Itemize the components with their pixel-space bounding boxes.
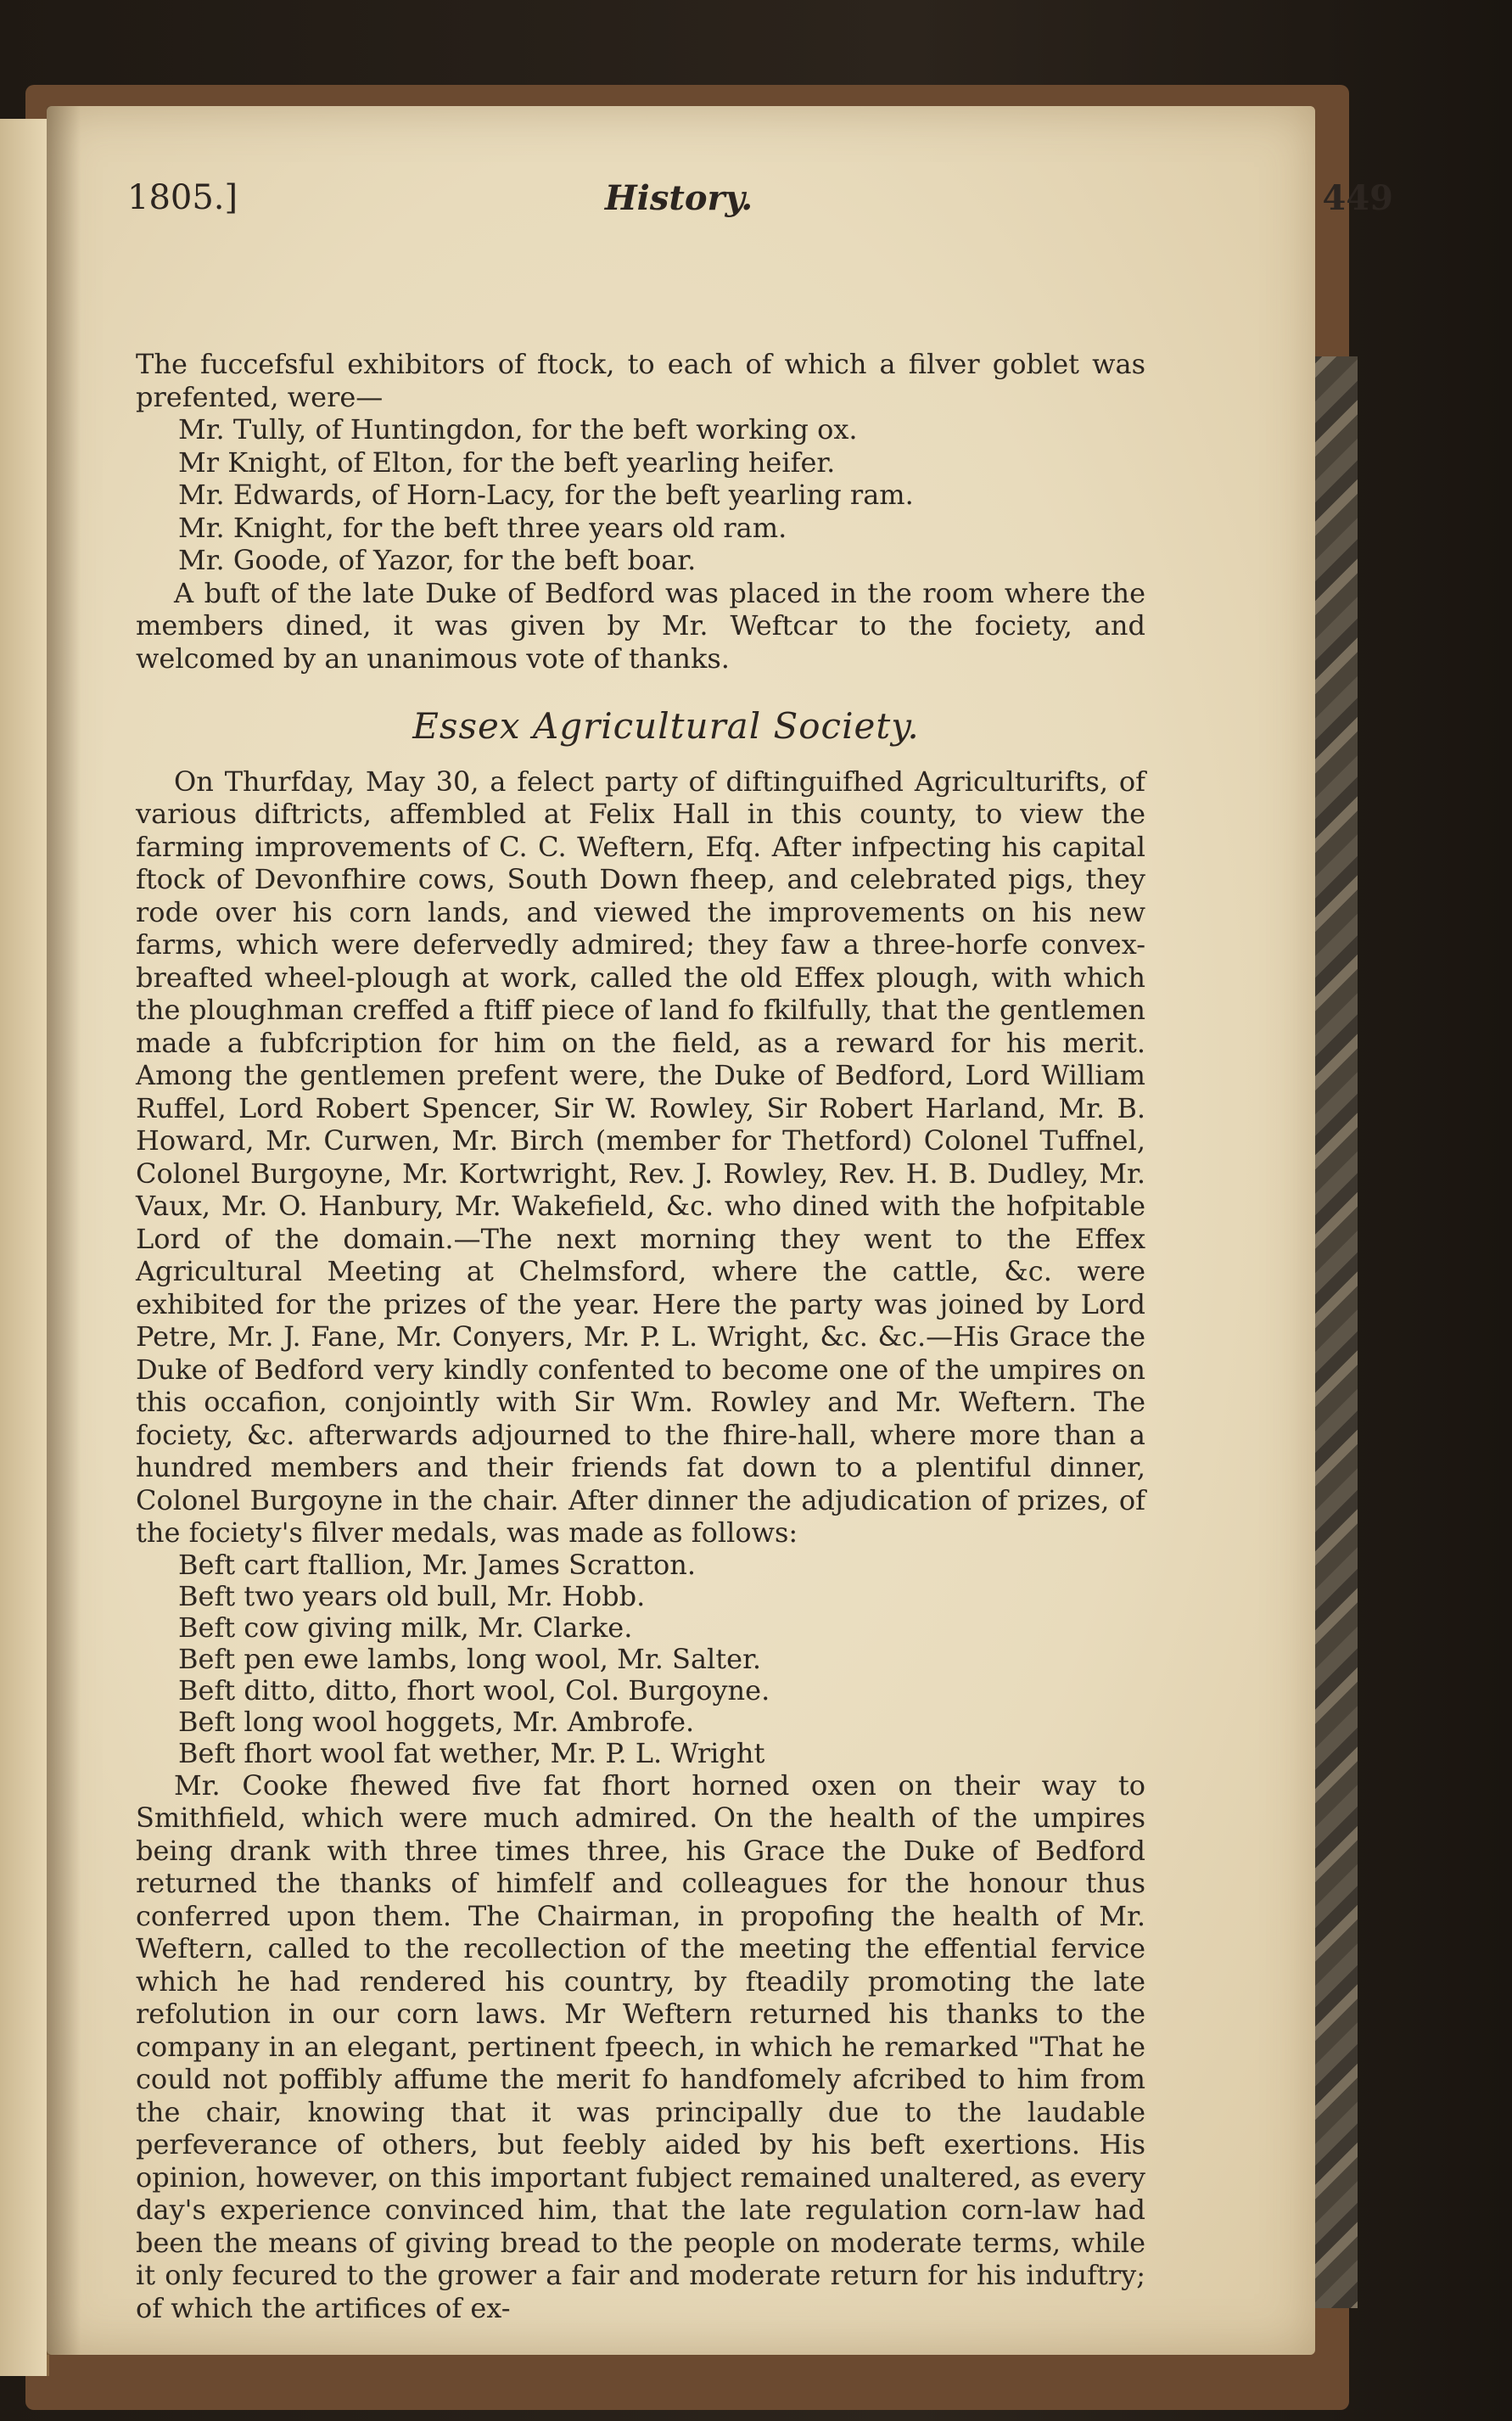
prize-item: Beft pen ewe lambs, long wool, Mr. Salter. <box>178 1642 762 1675</box>
section-heading: Essex Agricultural Society. <box>412 705 920 747</box>
page-number: 449 <box>1322 178 1393 218</box>
exhibitor-item: Mr. Edwards, of Horn-Lacy, for the beft yearling ram. <box>178 479 914 511</box>
exhibitors-intro: The fuccefsful exhibitors of ftock, to each of which a filver goblet was prefented, were— <box>136 348 1145 413</box>
exhibitor-item: Mr Knight, of Elton, for the beft yearling heifer. <box>178 446 836 479</box>
running-header-title: History. <box>604 178 753 218</box>
left-page-edge <box>0 119 49 2376</box>
running-header-year: 1805.] <box>127 178 238 217</box>
prize-item: Beft ditto, ditto, fhort wool, Col. Burgoyne. <box>178 1673 770 1706</box>
prize-item: Beft long wool hoggets, Mr. Ambrofe. <box>178 1705 695 1738</box>
prize-item: Beft cart ftallion, Mr. James Scratton. <box>178 1548 697 1581</box>
essex-paragraph-2: Mr. Cooke fhewed five fat fhort horned oxen on their way to Smithfield, which were much admired. On the health of the umpires being drank with three times three, his Grace the Duke of Bedford returned the thanks of himfelf and colleagues for the honour thus conferred upon them. The Chairman, in propofing the health of Mr. Weftern, called to the recollection of the meeting the effential fervice which he had rendered his country, by fteadily promoting the late refolution in our corn laws. Mr Weftern returned his thanks to the company in an elegant, pertinent fpeech, in which he remarked "That he could not poffibly affume the merit fo handfomely afcribed to him from the chair, knowing that it was principally due to the laudable perfeverance of others, but feebly aided by his beft exertions. His opinion, however, on this important fubject remained unaltered, as every day's experience convinced him, that the late regulation corn-law had been the means of giving bread to the people on moderate terms, while it only fecured to the grower a fair and moderate return for his induftry; of which the artifices of ex- <box>136 1768 1145 2324</box>
page-body <box>136 348 1145 2324</box>
bust-paragraph: A buft of the late Duke of Bedford was placed in the room where the members dined, it was given by Mr. Weftcar to the fociety, and welcomed by an unanimous vote of thanks. <box>136 576 1145 675</box>
prize-item: Beft fhort wool fat wether, Mr. P. L. Wright <box>178 1736 765 1769</box>
exhibitor-item: Mr. Goode, of Yazor, for the beft boar. <box>178 544 697 576</box>
exhibitor-item: Mr. Knight, for the beft three years old ram. <box>178 511 787 544</box>
page-gutter <box>47 106 81 2355</box>
prize-item: Beft cow giving milk, Mr. Clarke. <box>178 1611 633 1644</box>
prize-item: Beft two years old bull, Mr. Hobb. <box>178 1579 646 1612</box>
essex-paragraph-1: On Thurfday, May 30, a felect party of diftinguifhed Agriculturifts, of various diftricts, affembled at Felix Hall in this county, to view the farming improvements of C. C. Weftern, Efq. After infpecting his capital ftock of Devonfhire cows, South Down fheep, and celebrated pigs, they rode over his corn lands, and viewed the improvements on his new farms, which were defervedly admired; they faw a three-horfe convex-breafted wheel-plough at work, called the old Effex plough, with which the ploughman creffed a ftiff piece of land fo fkilfully, that the gentlemen made a fubfcription for him on the field, as a reward for his merit. Among the gentlemen prefent were, the Duke of Bedford, Lord William Ruffel, Lord Robert Spencer, Sir W. Rowley, Sir Robert Harland, Mr. B. Howard, Mr. Curwen, Mr. Birch (member for Thetford) Colonel Tuffnel, Colonel Burgoyne, Mr. Kortwright, Rev. J. Rowley, Rev. H. B. Dudley, Mr. Vaux, Mr. O. Hanbury, Mr. Wakefield, &c. who dined with the hofpitable Lord of the domain.—The next morning they went to the Effex Agricultural Meeting at Chelmsford, where the cattle, &c. were exhibited for the prizes of the year. Here the party was joined by Lord Petre, Mr. J. Fane, Mr. Conyers, Mr. P. L. Wright, &c. &c.—His Grace the Duke of Bedford very kindly confented to become one of the umpires on this occafion, conjointly with Sir Wm. Rowley and Mr. Weftern. The fociety, &c. afterwards adjourned to the fhire-hall, where more than a hundred members and their friends fat down to a plentiful dinner, Colonel Burgoyne in the chair. After dinner the adjudication of prizes, of the fociety's filver medals, was made as follows: <box>136 765 1145 1549</box>
exhibitor-item: Mr. Tully, of Huntingdon, for the beft working ox. <box>178 413 858 446</box>
